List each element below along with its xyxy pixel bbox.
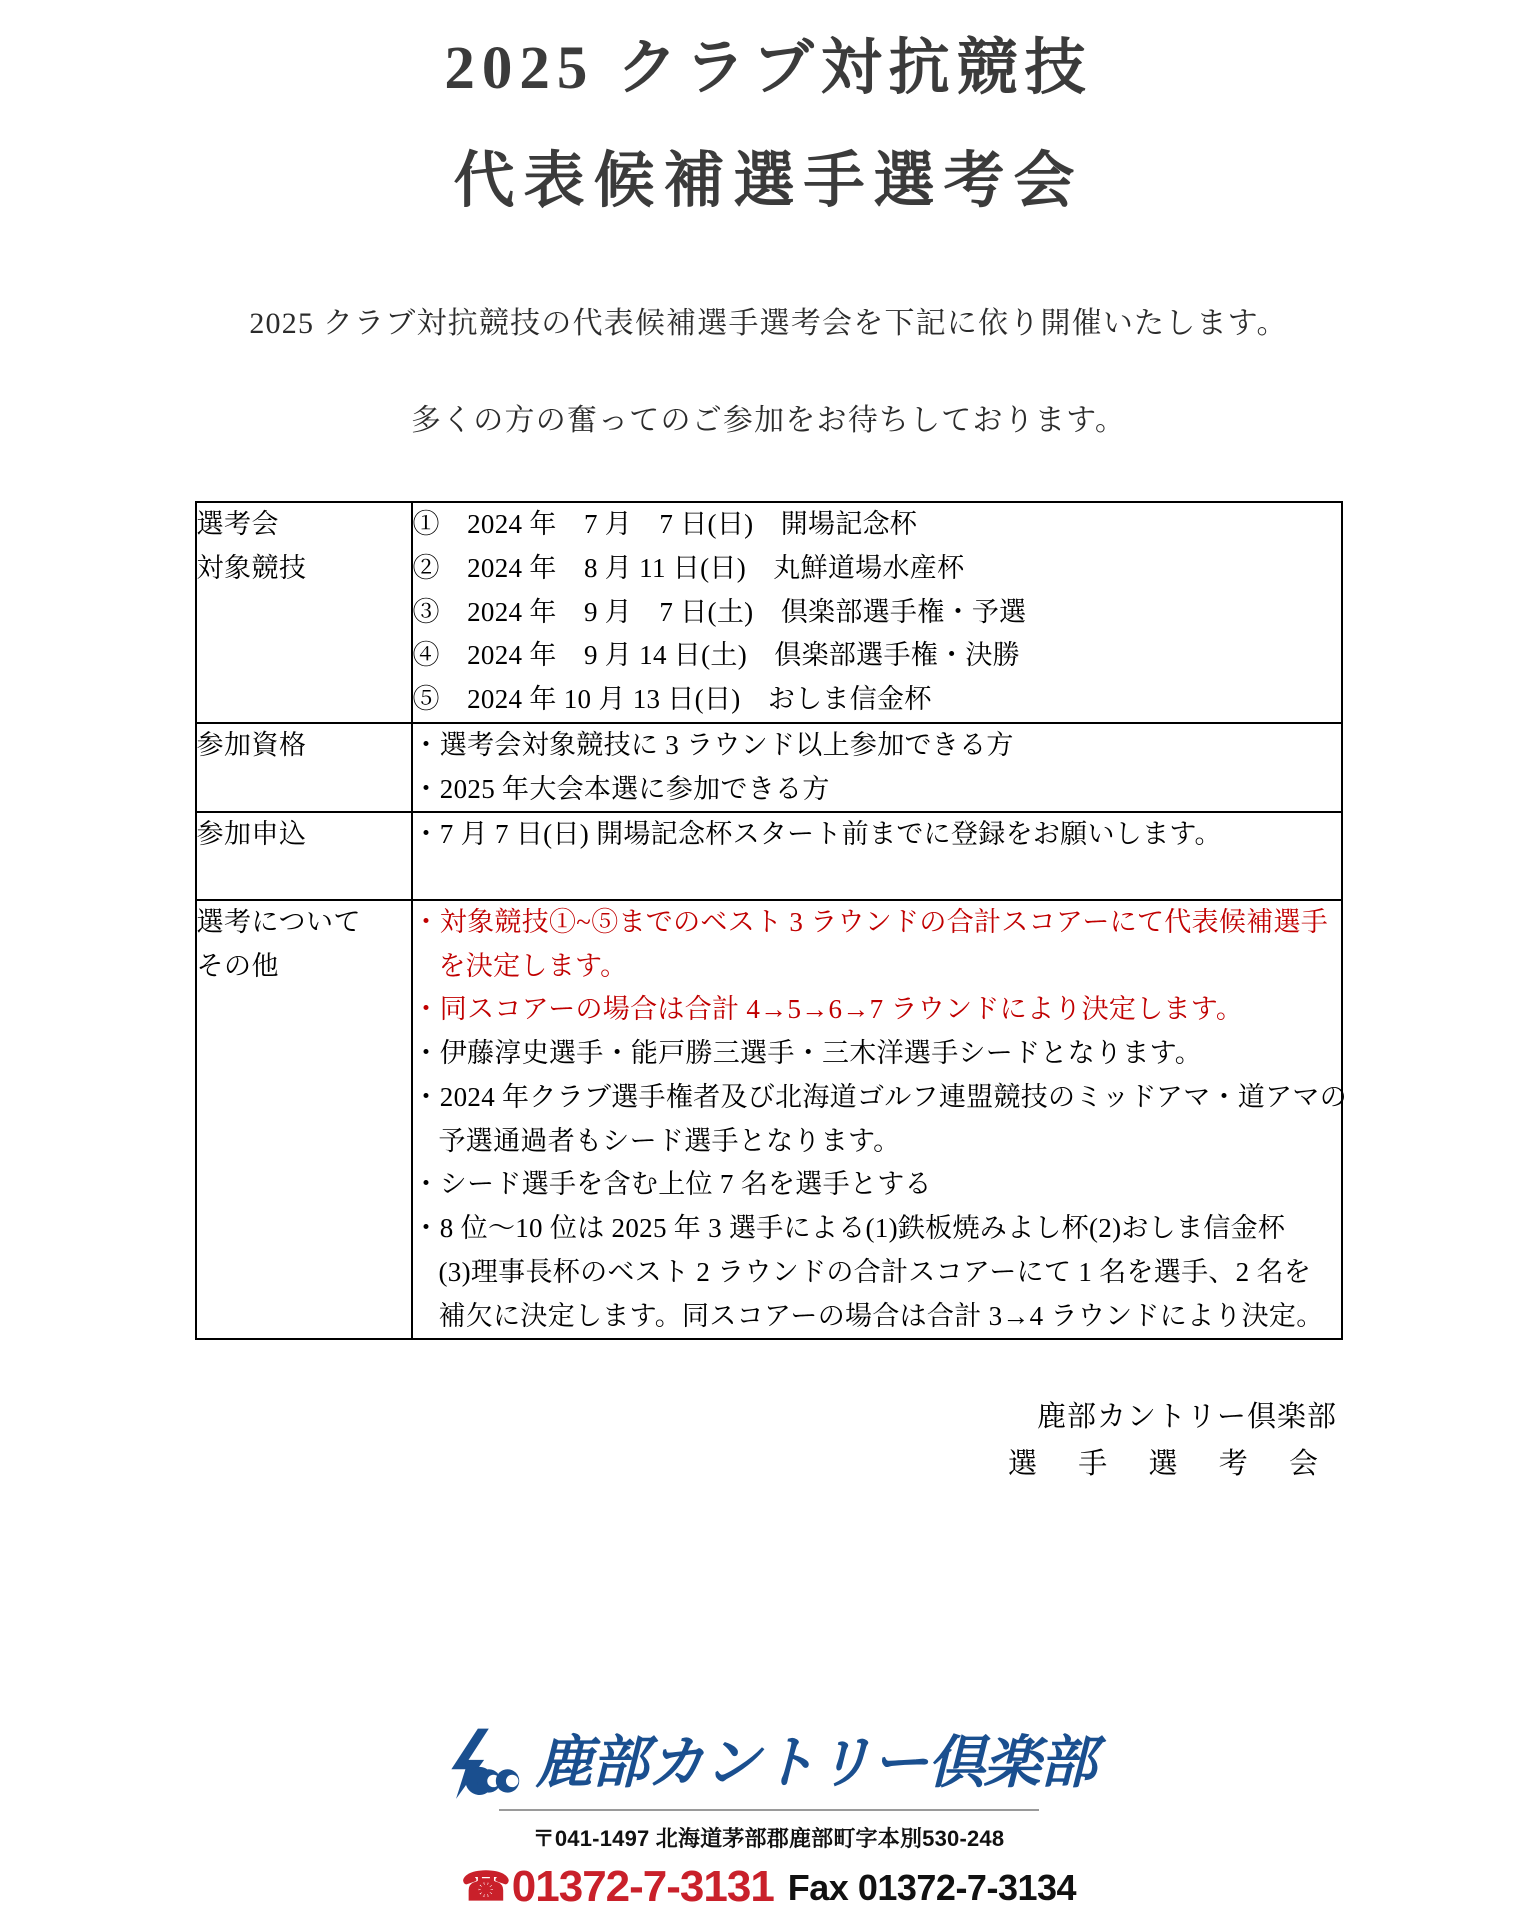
table-row-eligibility [196,723,1342,812]
label-line-1: 選考について [196,906,361,937]
selection-note-6a: ・8 位～10 位は 2025 年 3 選手による(1)鉄板焼みよし杯(2)おしま信金杯 [412,1213,1286,1244]
footer-address: 〒041-1497 北海道茅部郡鹿部町字本別530-248 [532,1826,1005,1851]
eligibility-item-2: ・2025 年大会本選に参加できる方 [412,773,830,804]
row-body-application [412,812,1342,900]
selection-note-2: ・同スコアーの場合は合計 4→5→6→7 ラウンドにより決定します。 [412,994,1244,1025]
selection-note-4b: 予選通過者もシード選手となります。 [438,1125,901,1156]
fax-number: Fax 01372-7-3134 [787,1867,1077,1908]
intro-paragraphs [0,301,1537,443]
row-body-eligibility [412,723,1342,812]
selection-note-1a: ・対象競技①~⑤までのベスト 3 ラウンドの合計スコアーにて代表候補選手 [412,906,1329,937]
selection-note-1b: を決定します。 [438,950,628,981]
scc-logo-icon [442,1724,520,1802]
telephone-icon: ☎ [460,1865,510,1909]
intro-line-1: 2025 クラブ対抗競技の代表候補選手選考会を下記に依り開催いたします。 [249,307,1288,341]
label-line-2: その他 [196,950,279,981]
info-table-wrapper [195,501,1347,1340]
application-spacer [413,857,1341,899]
table-row-application [196,812,1342,900]
eligibility-item-1: ・選考会対象競技に 3 ラウンド以上参加できる方 [412,729,1014,760]
application-item-1: ・7 月 7 日(日) 開場記念杯スタート前までに登録をお願いします。 [412,819,1222,850]
label-line-1: 選考会 [196,509,279,540]
selection-note-5: ・シード選手を含む上位 7 名を選手とする [412,1169,932,1200]
logo-row [0,1724,1537,1802]
intro-line-2: 多くの方の奮ってのご参加をお待ちしております。 [410,404,1127,438]
telephone-value: 01372-7-3131 [511,1862,774,1911]
title-line-1: 2025 クラブ対抗競技 [444,35,1093,102]
competition-item-2: ② 2024 年 8 月 11 日(日) 丸鮮道場水産杯 [412,552,965,583]
competition-item-5: ⑤ 2024 年 10 月 13 日(日) おしま信金杯 [412,684,932,715]
logo-divider [499,1809,1039,1811]
title-line-2: 代表候補選手選考会 [453,147,1084,215]
footer-block [0,1724,1537,1912]
label-line-1: 参加資格 [196,729,307,760]
competition-item-4: ④ 2024 年 9 月 14 日(土) 倶楽部選手権・決勝 [412,640,1020,671]
selection-note-6b: (3)理事長杯のベスト 2 ラウンドの合計スコアーにて 1 名を選手、2 名を [438,1256,1312,1287]
row-body-selection-notes [412,900,1347,1339]
competition-item-1: ① 2024 年 7 月 7 日(日) 開場記念杯 [412,509,918,540]
label-line-2: 対象競技 [196,552,307,583]
row-label-selection-notes [196,900,412,1339]
table-row-target-competitions [196,502,1342,723]
competition-item-3: ③ 2024 年 9 月 7 日(土) 倶楽部選手権・予選 [412,596,1027,627]
label-line-1: 参加申込 [196,819,307,850]
telephone-number [461,1862,774,1912]
signature-club-name: 鹿部カントリー倶楽部 [1036,1401,1337,1434]
logo-wordmark: 鹿部カントリー倶楽部 [535,1730,1096,1795]
row-label-eligibility [196,723,412,812]
footer-contact [0,1862,1537,1912]
row-label-target-competitions [196,502,412,723]
selection-note-3: ・伊藤淳史選手・能戸勝三選手・三木洋選手シードとなります。 [412,1038,1203,1069]
signature-committee: 選 手 選 考 会 [1007,1448,1335,1481]
signature-block [0,1394,1537,1488]
selection-note-6c: 補欠に決定します。同スコアーの場合は合計 3→4 ラウンドにより決定。 [438,1300,1324,1331]
row-body-target-competitions [412,502,1342,723]
row-label-application [196,812,412,900]
table-row-selection-notes [196,900,1342,1339]
document-title [0,0,1537,229]
info-table [195,501,1347,1340]
selection-note-4a: ・2024 年クラブ選手権者及び北海道ゴルフ連盟競技のミッドアマ・道アマの [412,1081,1347,1112]
